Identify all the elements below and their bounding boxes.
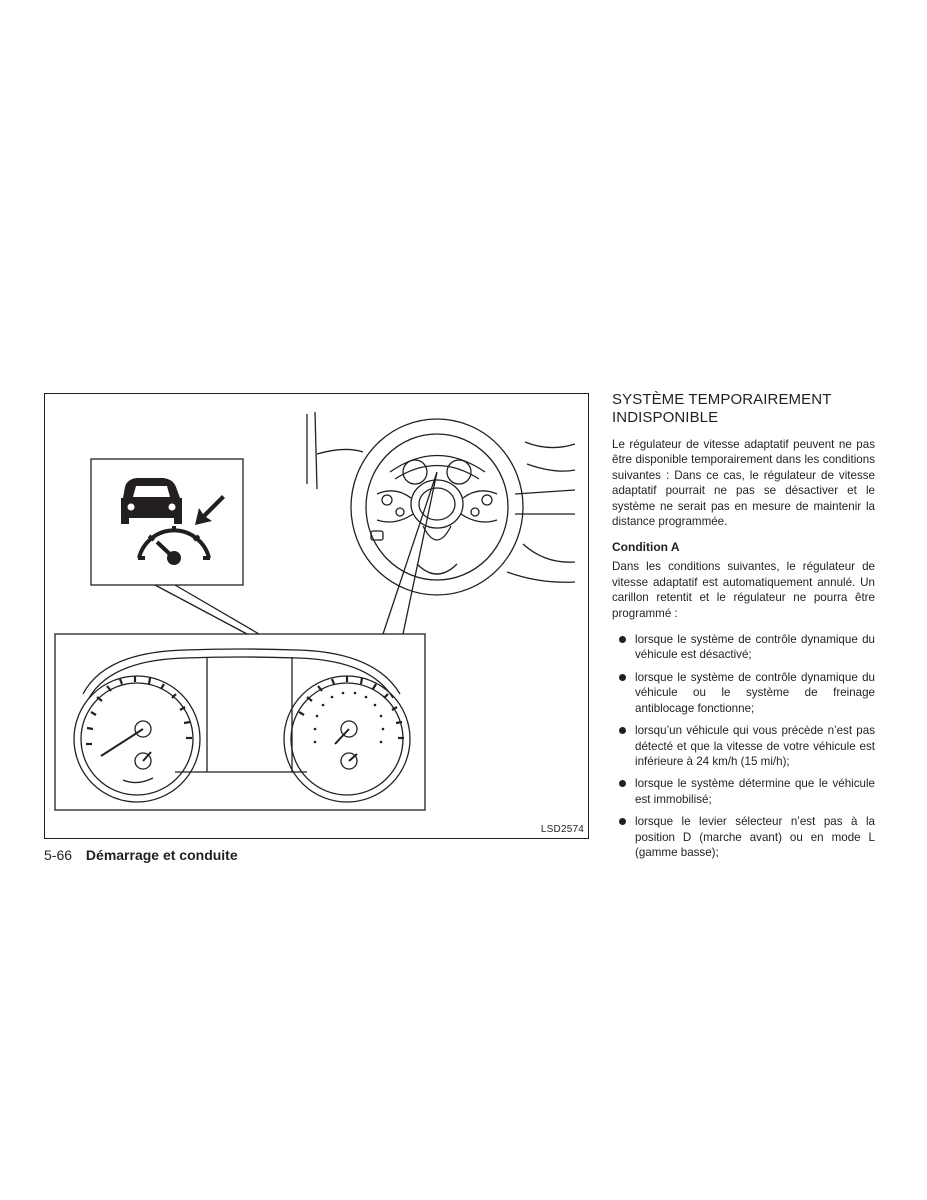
section-title-line1: SYSTÈME TEMPORAIREMENT [612,391,832,408]
list-item-text: lorsque le système détermine que le véhicule est immobilisé; [635,777,875,806]
page-number: 5-66 [44,847,73,863]
list-item [612,670,875,716]
bullet-icon [619,780,626,787]
condition-paragraph: Dans les conditions suivantes, le régulateur de vitesse adaptatif est automatiquement annulé. Un carillon retentit et le régulateur ne pourra être programmé : [612,560,875,620]
section-title-line2: INDISPONIBLE [612,409,719,426]
chapter-title: Démarrage et conduite [85,847,238,863]
list-item [612,776,875,807]
dashboard-illustration [45,394,590,840]
list-item [612,632,875,663]
bullet-icon [619,636,626,643]
list-item [612,814,875,860]
bullet-icon [619,818,626,825]
list-item-text: lorsque le système de contrôle dynamique du véhicule est désactivé; [635,633,875,662]
steering-wheel-drawing [307,412,575,595]
gauge-dots [314,692,385,744]
intro-paragraph: Le régulateur de vitesse adaptatif peuvent ne pas être disponible temporairement dans les conditions suivantes : Dans ce cas, le régulateur de vitesse adaptatif pourrait ne pas se désactiver et le système ne serait pas en mesure de maintenir la distance programmée. [612,438,875,529]
section-title [612,391,875,427]
bullet-icon [619,727,626,734]
list-item-text: lorsqu’un véhicule qui vous précède n’est pas détecté et que la vitesse de votre véhicule est inférieure à 24 km/h (15 mi/h); [635,724,875,768]
icon-callout-box [91,459,243,585]
condition-list [612,632,875,860]
list-item [612,723,875,769]
list-item-text: lorsque le levier sélecteur n’est pas à la position D (marche avant) ou en mode L (gamme basse); [635,815,875,859]
figure-code: LSD2574 [540,824,584,835]
illustration-frame [44,393,589,839]
text-column [612,391,875,867]
page-footer [44,846,238,864]
list-item-text: lorsque le système de contrôle dynamique du véhicule ou le système de freinage antiblocage fonctionne; [635,670,875,715]
cruise-control-warning-icon [121,478,225,565]
condition-heading: Condition A [612,540,680,555]
bullet-icon [619,674,626,681]
instrument-cluster-drawing [74,649,410,802]
cluster-callout-box [55,634,425,810]
